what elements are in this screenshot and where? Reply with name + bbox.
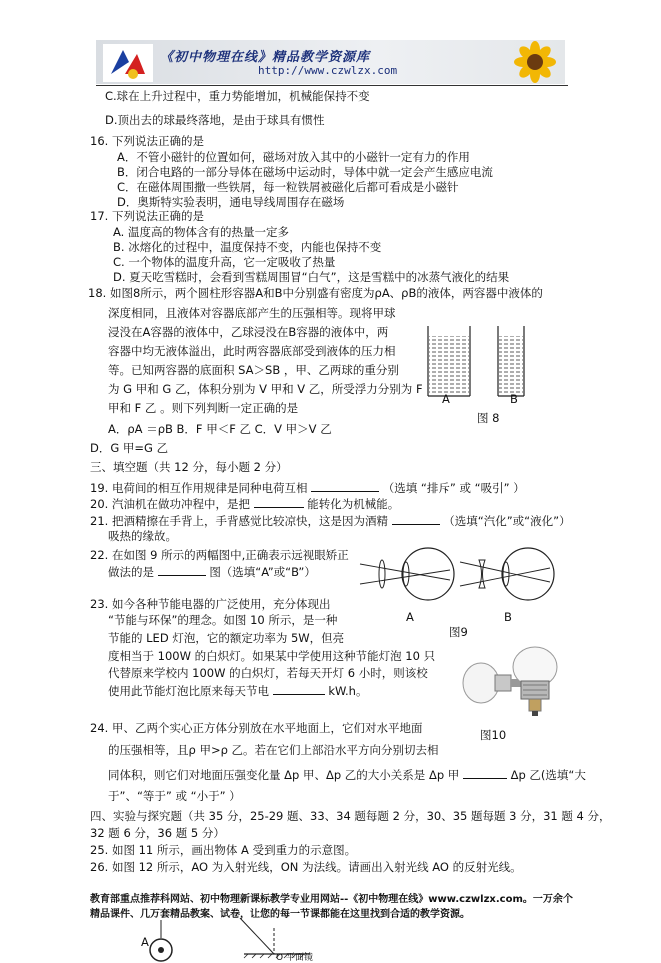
figure-9-caption: 图9: [449, 625, 468, 639]
header-title: 《初中物理在线》精品教学资源库: [160, 50, 371, 65]
figure-12-label-o: O: [276, 953, 284, 963]
option-c-line: C.球在上升过程中，重力势能增加，机械能保持不变: [105, 89, 370, 103]
site-logo: [103, 44, 153, 82]
q18-line-5: 等。已知两容器的底面积 SA＞SB ，甲、乙两球的重分别: [108, 363, 399, 377]
question-25: 25. 如图 11 所示，画出物体 A 受到重力的示意图。: [90, 843, 357, 857]
q22-answer-blank[interactable]: [158, 564, 206, 576]
section-4-heading: 四、实验与探究题（共 35 分，25-29 题、33、34 题每题 2 分，30、35 题每题 3 分，31 题 4 分，: [90, 809, 611, 823]
section-3-heading: 三、填空题（共 12 分，每小题 2 分）: [90, 460, 288, 474]
q24-line-2: 的压强相等，且ρ 甲>ρ 乙。若在它们上部沿水平方向分别切去相: [108, 743, 439, 757]
q18-line-4: 容器中均无液体溢出，此时两容器底部受到液体的压力相: [108, 344, 396, 358]
sunflower-icon: [505, 40, 565, 84]
q18-line-2: 深度相同，且液体对容器底部产生的压强相等。现将甲球: [108, 306, 396, 320]
section-4-heading-2: 32 题 6 分，36 题 5 分）: [90, 826, 225, 840]
option-d-line: D.顶出去的球最终落地，是由于球具有惯性: [105, 113, 325, 127]
question-21: [90, 513, 571, 529]
figure-8-containers: [420, 326, 540, 398]
question-20: [90, 496, 399, 512]
figure-8-label-b: B: [510, 392, 518, 406]
figure-11-label-a: A: [141, 935, 149, 949]
q24-hint: Δp 乙(选填“大: [510, 768, 586, 782]
q18-option-d: D．G 甲=G 乙: [90, 441, 169, 455]
figure-12-mirror-label: [276, 953, 313, 963]
figure-12-label-mirror: 平面镜: [285, 953, 313, 963]
question-24: 24. 甲、乙两个实心正方体分别放在水平地面上，它们对水平地面: [90, 721, 423, 735]
question-22: 22. 在如图 9 所示的两幅图中,正确表示远视眼矫正: [90, 548, 349, 562]
figure-10-led-bulbs: [455, 645, 565, 720]
q21-text: 21. 把酒精擦在手背上，手背感觉比较凉快，这是因为酒精: [90, 514, 388, 528]
q23-line-5: 代替原来学校内 100W 的白炽灯，若每天开灯 6 小时，则该校: [108, 666, 428, 680]
question-16: 16. 下列说法正确的是: [90, 134, 204, 148]
figure-9-eye-a: [360, 544, 460, 604]
q17-option-a: A. 温度高的物体含有的热量一定多: [113, 225, 289, 239]
footer-line-2: 精品课件、几万套精品教案、试卷，让您的每一节课都能在这里找到合适的教学资源。: [90, 909, 470, 920]
q24-answer-blank[interactable]: [463, 767, 507, 779]
figure-8-caption: 图 8: [477, 411, 500, 425]
q22-line-2: [108, 564, 316, 580]
question-19: [90, 480, 525, 496]
q20-answer-blank[interactable]: [254, 496, 304, 508]
q23-text: 使用此节能灯泡比原来每天节电: [108, 684, 269, 698]
figure-9-eye-b: [460, 544, 560, 604]
q19-answer-blank[interactable]: [311, 480, 379, 492]
header-rule: [96, 85, 568, 86]
header-url: http://www.czwlzx.com: [258, 64, 398, 77]
q22-hint: 图（选填“A”或“B”）: [209, 565, 316, 579]
q21-answer-blank[interactable]: [392, 513, 440, 525]
q23-line-6: [108, 683, 367, 699]
q17-option-b: B. 冰熔化的过程中，温度保持不变，内能也保持不变: [113, 240, 382, 254]
figure-10-caption: 图10: [480, 728, 507, 742]
q24-text: 同体积，则它们对地面压强变化量 Δp 甲、Δp 乙的大小关系是 Δp 甲: [108, 768, 460, 782]
q22-text: 做法的是: [108, 565, 154, 579]
q18-line-6: 为 G 甲和 G 乙，体积分别为 V 甲和 V 乙，所受浮力分别为 F: [108, 382, 423, 396]
q18-options: A．ρA ＝ρB B．F 甲＜F 乙 C．V 甲＞V 乙: [108, 422, 332, 436]
q16-option-c: C．在磁体周围撒一些铁屑，每一粒铁屑被磁化后都可看成是小磁针: [117, 180, 459, 194]
q16-option-d: D．奥斯特实验表明，通电导线周围存在磁场: [117, 195, 345, 209]
q18-line-7: 甲和 F 乙 。则下列判断一定正确的是: [108, 401, 299, 415]
q19-hint: （选填 “排斥” 或 “吸引” ）: [382, 481, 525, 495]
question-17: 17. 下列说法正确的是: [90, 209, 204, 223]
q21-hint: （选填“汽化”或“液化”）: [443, 514, 571, 528]
q16-option-a: A．不管小磁针的位置如何，磁场对放入其中的小磁针一定有力的作用: [117, 150, 470, 164]
question-23: 23. 如今各种节能电器的广泛使用，充分体现出: [90, 597, 331, 611]
q21-line-2: 吸热的缘故。: [108, 529, 177, 543]
q24-line-3: [108, 767, 586, 783]
q20-text: 20. 汽油机在做功冲程中，是把: [90, 497, 250, 511]
footer-line-1: 教育部重点推荐科网站、初中物理新课标教学专业用网站--《初中物理在线》www.czwlzx.com。一万余个: [90, 894, 573, 905]
q18-line-3: 浸没在A容器的液体中，乙球浸没在B容器的液体中，两: [108, 325, 389, 339]
q24-line-4: 于”、“等于” 或 “小于” ）: [108, 789, 241, 803]
figure-9-label-b: B: [504, 610, 512, 624]
q23-line-2: “节能与环保”的理念。如图 10 所示，是一种: [108, 613, 338, 627]
figure-12-mirror: [240, 918, 320, 958]
q19-text: 19. 电荷间的相互作用规律是同种电荷互相: [90, 481, 308, 495]
q23-answer-blank[interactable]: [273, 683, 325, 695]
question-18: 18. 如图8所示，两个圆柱形容器A和B中分别盛有密度为ρA、ρB的液体，两容器中液体的: [88, 286, 543, 300]
figure-8-label-a: A: [442, 392, 450, 406]
q16-option-b: B．闭合电路的一部分导体在磁场中运动时，导体中就一定会产生感应电流: [117, 165, 493, 179]
question-26: 26. 如图 12 所示，AO 为入射光线，ON 为法线。请画出入射光线 AO 的反射光线。: [90, 860, 522, 874]
q23-line-3: 节能的 LED 灯泡，它的额定功率为 5W，但亮: [108, 631, 345, 645]
q20-text-end: 能转化为机械能。: [307, 497, 400, 511]
q17-option-c: C. 一个物体的温度升高，它一定吸收了热量: [113, 255, 336, 269]
q23-line-4: 度相当于 100W 的白炽灯。如果某中学使用这种节能灯泡 10 只: [108, 649, 436, 663]
q17-option-d: D. 夏天吃雪糕时，会看到雪糕周围冒“白气”，这是雪糕中的冰蒸气液化的结果: [113, 270, 510, 284]
figure-9-label-a: A: [406, 610, 414, 624]
q23-unit: kW.h。: [328, 684, 368, 698]
